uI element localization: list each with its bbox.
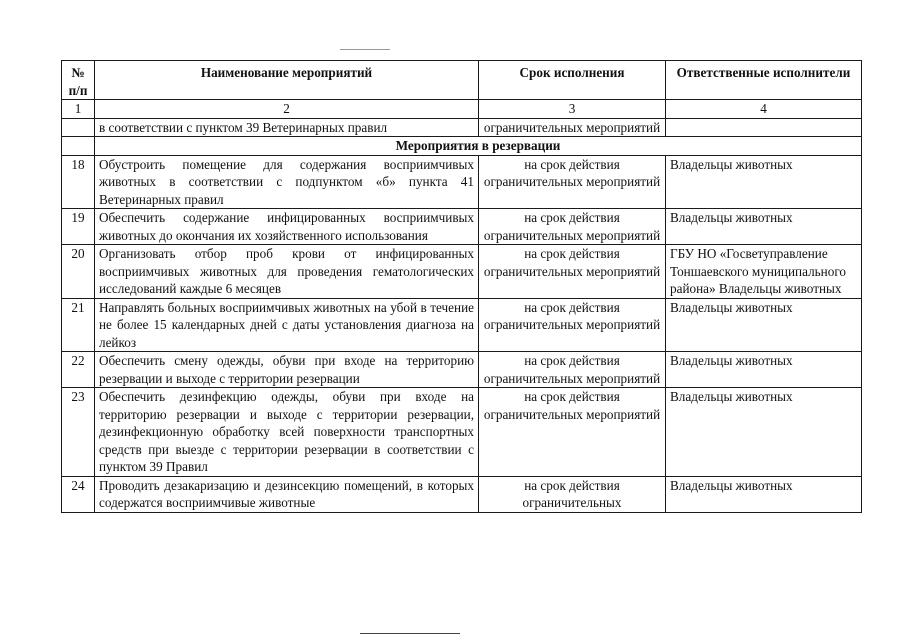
row-name: Обеспечить смену одежды, обуви при входе на территорию резервации и выходе с территории резервации [95,352,479,388]
continuation-term: ограничительных мероприятий [479,118,666,137]
table-row [62,245,862,299]
section-row [62,137,862,156]
measures-table [61,60,862,513]
table-row [62,352,862,388]
table-row [62,298,862,352]
row-resp: Владельцы животных [666,388,862,477]
column-index-4: 4 [666,100,862,119]
row-num: 24 [62,476,95,512]
row-term: на срок действия ограничительных мероприятий [479,352,666,388]
table-row [62,476,862,512]
header-row [62,61,862,100]
row-name: Направлять больных восприимчивых животных на убой в течение не более 15 календарных дней с даты установления диагноза на лейкоз [95,298,479,352]
row-num: 18 [62,155,95,209]
table-row [62,388,862,477]
continuation-num [62,118,95,137]
row-resp: Владельцы животных [666,155,862,209]
row-name: Обустроить помещение для содержания восприимчивых животных в соответствии с подпунктом «б» пункта 41 Ветеринарных правил [95,155,479,209]
header-term: Срок исполнения [479,61,666,100]
row-num: 20 [62,245,95,299]
row-num: 22 [62,352,95,388]
continuation-resp [666,118,862,137]
row-term: на срок действия ограничительных мероприятий [479,298,666,352]
header-num: № п/п [62,61,95,100]
row-term: на срок действия ограничительных мероприятий [479,155,666,209]
row-name: Организовать отбор проб крови от инфицированных восприимчивых животных для проведения гематологических исследований каждые 6 месяцев [95,245,479,299]
column-index-row [62,100,862,119]
row-name: Обеспечить содержание инфицированных восприимчивых животных до окончания их хозяйственного использования [95,209,479,245]
continuation-name: в соответствии с пунктом 39 Ветеринарных правил [95,118,479,137]
table-row [62,209,862,245]
row-resp: Владельцы животных [666,298,862,352]
row-name: Обеспечить дезинфекцию одежды, обуви при входе на территорию резервации и выходе с территории резервации, дезинфекционную обработку всей поверхности транспортных средств при выезде с территории резервации в соответствии с пунктом 39 Правил [95,388,479,477]
header-name: Наименование мероприятий [95,61,479,100]
row-resp: Владельцы животных [666,476,862,512]
row-name: Проводить дезакаризацию и дезинсекцию помещений, в которых содержатся восприимчивые животные [95,476,479,512]
row-term: на срок действия ограничительных мероприятий [479,388,666,477]
header-resp: Ответственные исполнители [666,61,862,100]
row-term: на срок действия ограничительных [479,476,666,512]
row-resp: ГБУ НО «Госветуправление Тоншаевского муниципального района» Владельцы животных [666,245,862,299]
bottom-scan-mark [360,633,460,634]
row-resp: Владельцы животных [666,209,862,245]
section-num [62,137,95,156]
row-resp: Владельцы животных [666,352,862,388]
row-term: на срок действия ограничительных мероприятий [479,245,666,299]
top-scan-mark [340,49,390,50]
row-num: 19 [62,209,95,245]
section-title: Мероприятия в резервации [95,137,862,156]
column-index-1: 1 [62,100,95,119]
continuation-row [62,118,862,137]
row-num: 21 [62,298,95,352]
column-index-3: 3 [479,100,666,119]
row-num: 23 [62,388,95,477]
table-row [62,155,862,209]
row-term: на срок действия ограничительных мероприятий [479,209,666,245]
column-index-2: 2 [95,100,479,119]
